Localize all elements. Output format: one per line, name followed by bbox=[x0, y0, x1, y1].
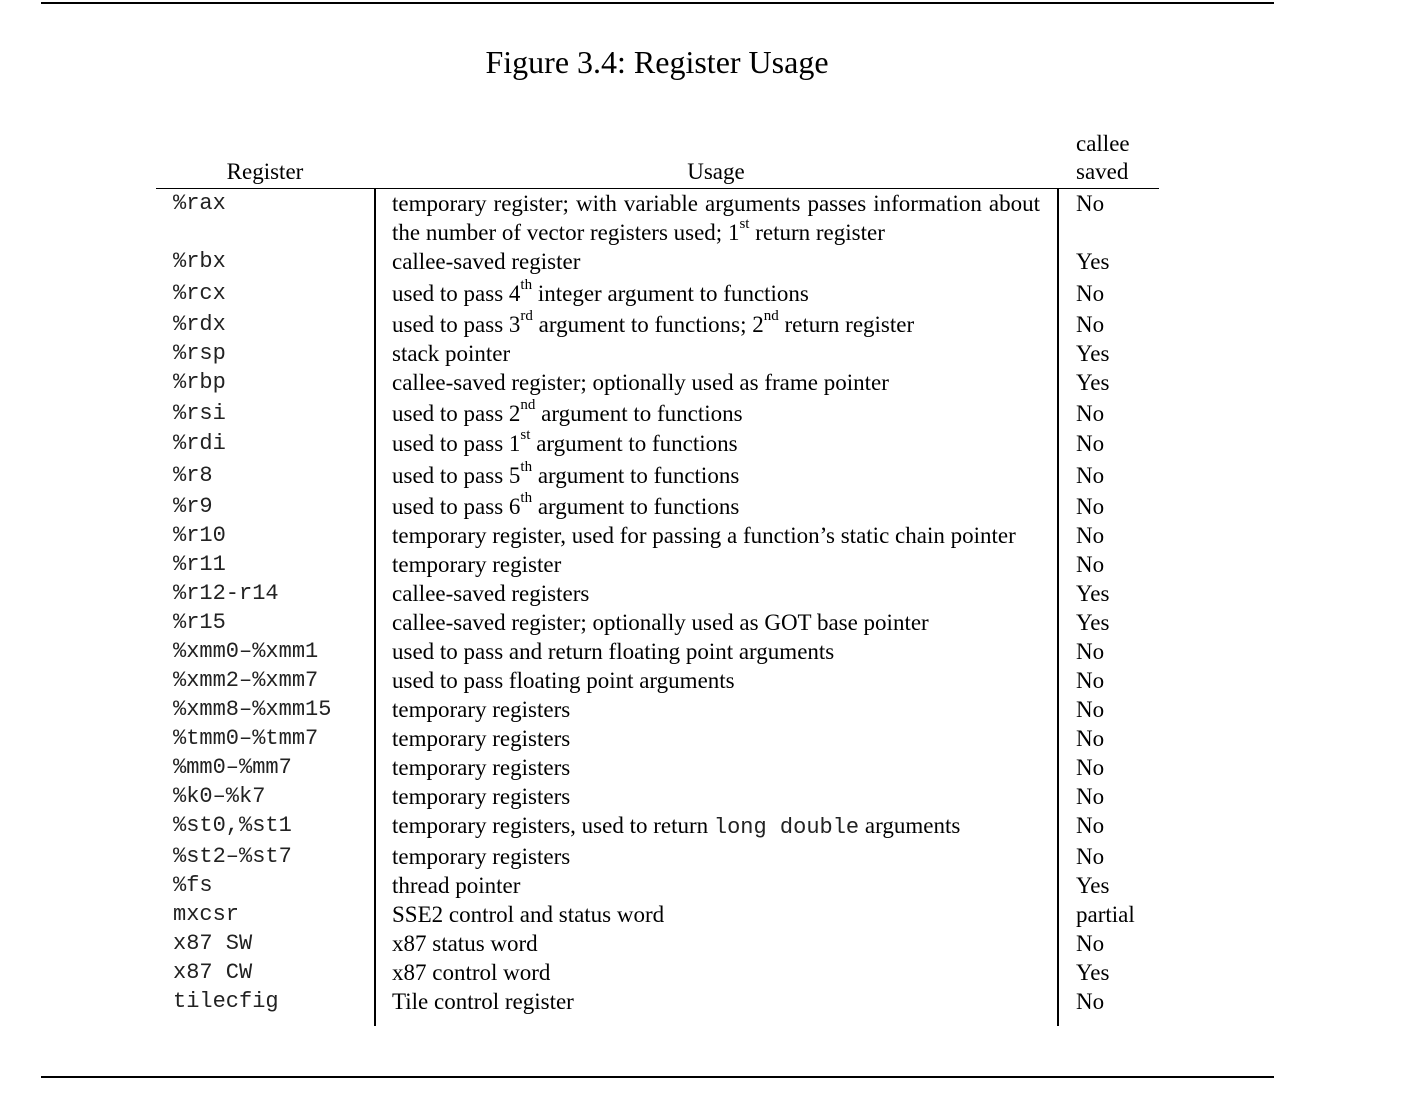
ordinal-suffix: rd bbox=[520, 308, 533, 325]
callee-saved-cell: No bbox=[1076, 931, 1105, 956]
ordinal-suffix: th bbox=[520, 277, 533, 294]
table-row bbox=[156, 842, 1159, 871]
usage-text: used to pass floating point arguments bbox=[392, 668, 735, 693]
register-cell: %xmm2–%xmm7 bbox=[173, 668, 319, 693]
usage-text: callee-saved registers bbox=[392, 581, 590, 606]
table-row bbox=[156, 429, 1159, 458]
register-cell: %r10 bbox=[173, 523, 226, 548]
usage-text: temporary registers bbox=[392, 697, 571, 722]
usage-cell bbox=[392, 724, 1040, 753]
usage-cell bbox=[392, 958, 1040, 987]
table-row bbox=[156, 929, 1159, 958]
callee-saved-cell: No bbox=[1076, 523, 1105, 548]
callee-saved-cell: No bbox=[1076, 401, 1105, 426]
ordinal-suffix: th bbox=[520, 459, 533, 476]
header-usage: Usage bbox=[687, 159, 745, 184]
usage-text: temporary registers bbox=[392, 755, 571, 780]
usage-cell bbox=[392, 666, 1040, 695]
table-row bbox=[156, 310, 1159, 339]
usage-cell bbox=[392, 461, 1040, 490]
usage-cell bbox=[392, 695, 1040, 724]
usage-text: stack pointer bbox=[392, 341, 511, 366]
table-row bbox=[156, 279, 1159, 308]
usage-text: argument to functions bbox=[535, 401, 743, 426]
usage-cell bbox=[392, 608, 1040, 637]
register-cell: x87 CW bbox=[173, 960, 253, 985]
register-cell: %r15 bbox=[173, 610, 226, 635]
table-row bbox=[156, 666, 1159, 695]
register-cell: %k0–%k7 bbox=[173, 784, 266, 809]
table-row bbox=[156, 550, 1159, 579]
register-cell: %r9 bbox=[173, 494, 213, 519]
callee-saved-cell: partial bbox=[1076, 902, 1135, 927]
register-cell: mxcsr bbox=[173, 902, 240, 927]
usage-cell bbox=[392, 368, 1040, 397]
callee-saved-cell: Yes bbox=[1076, 249, 1110, 274]
callee-saved-cell: No bbox=[1076, 989, 1105, 1014]
table-row bbox=[156, 608, 1159, 637]
callee-saved-cell: No bbox=[1076, 784, 1105, 809]
usage-text: temporary registers bbox=[392, 844, 571, 869]
usage-cell bbox=[392, 399, 1040, 428]
callee-saved-cell: Yes bbox=[1076, 341, 1110, 366]
usage-cell bbox=[392, 753, 1040, 782]
callee-saved-cell: No bbox=[1076, 463, 1105, 488]
usage-cell bbox=[392, 579, 1040, 608]
header-callee-saved-line2: saved bbox=[1076, 159, 1129, 184]
usage-text: used to pass 5 bbox=[392, 463, 521, 488]
usage-cell bbox=[392, 929, 1040, 958]
usage-cell bbox=[392, 987, 1040, 1016]
usage-text: used to pass 6 bbox=[392, 494, 521, 519]
usage-text: callee-saved register; optionally used as frame pointer bbox=[392, 370, 889, 395]
usage-text: temporary register; with variable arguments passes information about the number of vector registers used; 1 bbox=[392, 191, 1040, 245]
callee-saved-cell: No bbox=[1076, 668, 1105, 693]
register-cell: %rsp bbox=[173, 341, 226, 366]
register-cell: %rdx bbox=[173, 312, 226, 337]
usage-cell bbox=[392, 247, 1040, 276]
usage-text: used to pass and return floating point arguments bbox=[392, 639, 835, 664]
register-cell: %r8 bbox=[173, 463, 213, 488]
usage-cell bbox=[392, 550, 1040, 579]
usage-text: SSE2 control and status word bbox=[392, 902, 665, 927]
callee-saved-cell: No bbox=[1076, 755, 1105, 780]
register-cell: x87 SW bbox=[173, 931, 253, 956]
usage-cell bbox=[392, 900, 1040, 929]
table-row bbox=[156, 637, 1159, 666]
callee-saved-cell: No bbox=[1076, 697, 1105, 722]
usage-text: used to pass 1 bbox=[392, 431, 521, 456]
register-cell: %rsi bbox=[173, 401, 226, 426]
usage-cell bbox=[392, 492, 1040, 521]
register-cell: %xmm0–%xmm1 bbox=[173, 639, 319, 664]
callee-saved-cell: No bbox=[1076, 639, 1105, 664]
usage-text: argument to functions bbox=[532, 463, 740, 488]
usage-text: x87 control word bbox=[392, 960, 551, 985]
register-cell: %rbp bbox=[173, 370, 226, 395]
usage-cell bbox=[392, 310, 1040, 339]
ordinal-suffix: st bbox=[520, 427, 531, 444]
usage-cell bbox=[392, 842, 1040, 871]
usage-text: callee-saved register; optionally used as GOT base pointer bbox=[392, 610, 929, 635]
header-register: Register bbox=[226, 159, 304, 184]
header-callee-saved bbox=[1076, 130, 1130, 186]
usage-text: used to pass 4 bbox=[392, 281, 521, 306]
register-cell: %r12-r14 bbox=[173, 581, 279, 606]
table-row bbox=[156, 339, 1159, 368]
usage-text: temporary register bbox=[392, 552, 562, 577]
usage-text: arguments bbox=[859, 813, 961, 838]
register-cell: %r11 bbox=[173, 552, 226, 577]
usage-text: argument to functions bbox=[530, 431, 738, 456]
usage-cell bbox=[392, 782, 1040, 811]
usage-text: argument to functions; 2 bbox=[532, 312, 764, 337]
register-cell: %rbx bbox=[173, 249, 226, 274]
table-row bbox=[156, 189, 1159, 247]
table-row bbox=[156, 753, 1159, 782]
table-body bbox=[156, 189, 1159, 1016]
usage-text: callee-saved register bbox=[392, 249, 581, 274]
callee-saved-cell: No bbox=[1076, 494, 1105, 519]
callee-saved-cell: No bbox=[1076, 312, 1105, 337]
callee-saved-cell: Yes bbox=[1076, 370, 1110, 395]
callee-saved-cell: No bbox=[1076, 191, 1105, 216]
usage-text: temporary registers, used to return bbox=[392, 813, 714, 838]
usage-text: temporary registers bbox=[392, 784, 571, 809]
bottom-rule bbox=[41, 1076, 1274, 1078]
table-row bbox=[156, 399, 1159, 428]
figure-caption: Figure 3.4: Register Usage bbox=[485, 44, 829, 80]
usage-text: used to pass 3 bbox=[392, 312, 521, 337]
callee-saved-cell: Yes bbox=[1076, 610, 1110, 635]
table-row bbox=[156, 811, 1159, 842]
register-usage-table bbox=[156, 130, 1159, 1016]
table-header bbox=[156, 130, 1159, 189]
register-cell: %tmm0–%tmm7 bbox=[173, 726, 319, 751]
ordinal-suffix: st bbox=[739, 216, 750, 233]
register-cell: %st2–%st7 bbox=[173, 844, 292, 869]
usage-text: integer argument to functions bbox=[532, 281, 809, 306]
table-row bbox=[156, 987, 1159, 1016]
ordinal-suffix: nd bbox=[763, 308, 779, 325]
usage-cell bbox=[392, 339, 1040, 368]
usage-text: return register bbox=[778, 312, 915, 337]
usage-text: argument to functions bbox=[532, 494, 740, 519]
register-cell: %mm0–%mm7 bbox=[173, 755, 292, 780]
callee-saved-cell: Yes bbox=[1076, 960, 1110, 985]
code-text: long double bbox=[713, 815, 860, 840]
top-rule bbox=[41, 2, 1274, 4]
usage-text: x87 status word bbox=[392, 931, 538, 956]
table-row bbox=[156, 368, 1159, 397]
callee-saved-cell: No bbox=[1076, 813, 1105, 838]
usage-cell bbox=[392, 637, 1040, 666]
table-row bbox=[156, 871, 1159, 900]
callee-saved-cell: No bbox=[1076, 726, 1105, 751]
register-cell: %rax bbox=[173, 191, 226, 216]
table-row bbox=[156, 492, 1159, 521]
register-cell: %xmm8–%xmm15 bbox=[173, 697, 332, 722]
table-row bbox=[156, 521, 1159, 550]
table-row bbox=[156, 782, 1159, 811]
usage-text: temporary register, used for passing a function’s static chain pointer bbox=[392, 523, 1016, 548]
usage-cell bbox=[392, 811, 1040, 842]
ordinal-suffix: th bbox=[520, 490, 533, 507]
table-row bbox=[156, 579, 1159, 608]
register-cell: %st0,%st1 bbox=[173, 813, 292, 838]
register-cell: %fs bbox=[173, 873, 213, 898]
callee-saved-cell: No bbox=[1076, 844, 1105, 869]
callee-saved-cell: Yes bbox=[1076, 581, 1110, 606]
table-row bbox=[156, 724, 1159, 753]
table-row bbox=[156, 900, 1159, 929]
usage-text: temporary registers bbox=[392, 726, 571, 751]
usage-cell bbox=[392, 279, 1040, 308]
usage-cell bbox=[392, 189, 1040, 247]
table-row bbox=[156, 958, 1159, 987]
usage-text: thread pointer bbox=[392, 873, 521, 898]
callee-saved-cell: No bbox=[1076, 431, 1105, 456]
ordinal-suffix: nd bbox=[520, 397, 536, 414]
callee-saved-cell: No bbox=[1076, 281, 1105, 306]
usage-cell bbox=[392, 521, 1040, 550]
usage-cell bbox=[392, 871, 1040, 900]
header-callee-saved-line1: callee bbox=[1076, 131, 1130, 156]
table-row bbox=[156, 247, 1159, 276]
callee-saved-cell: No bbox=[1076, 552, 1105, 577]
usage-cell bbox=[392, 429, 1040, 458]
callee-saved-cell: Yes bbox=[1076, 873, 1110, 898]
table-row bbox=[156, 461, 1159, 490]
usage-text: used to pass 2 bbox=[392, 401, 521, 426]
table-row bbox=[156, 695, 1159, 724]
usage-text: return register bbox=[749, 220, 885, 245]
register-cell: %rdi bbox=[173, 431, 226, 456]
register-cell: tilecfig bbox=[173, 989, 279, 1014]
register-cell: %rcx bbox=[173, 281, 226, 306]
usage-text: Tile control register bbox=[392, 989, 574, 1014]
